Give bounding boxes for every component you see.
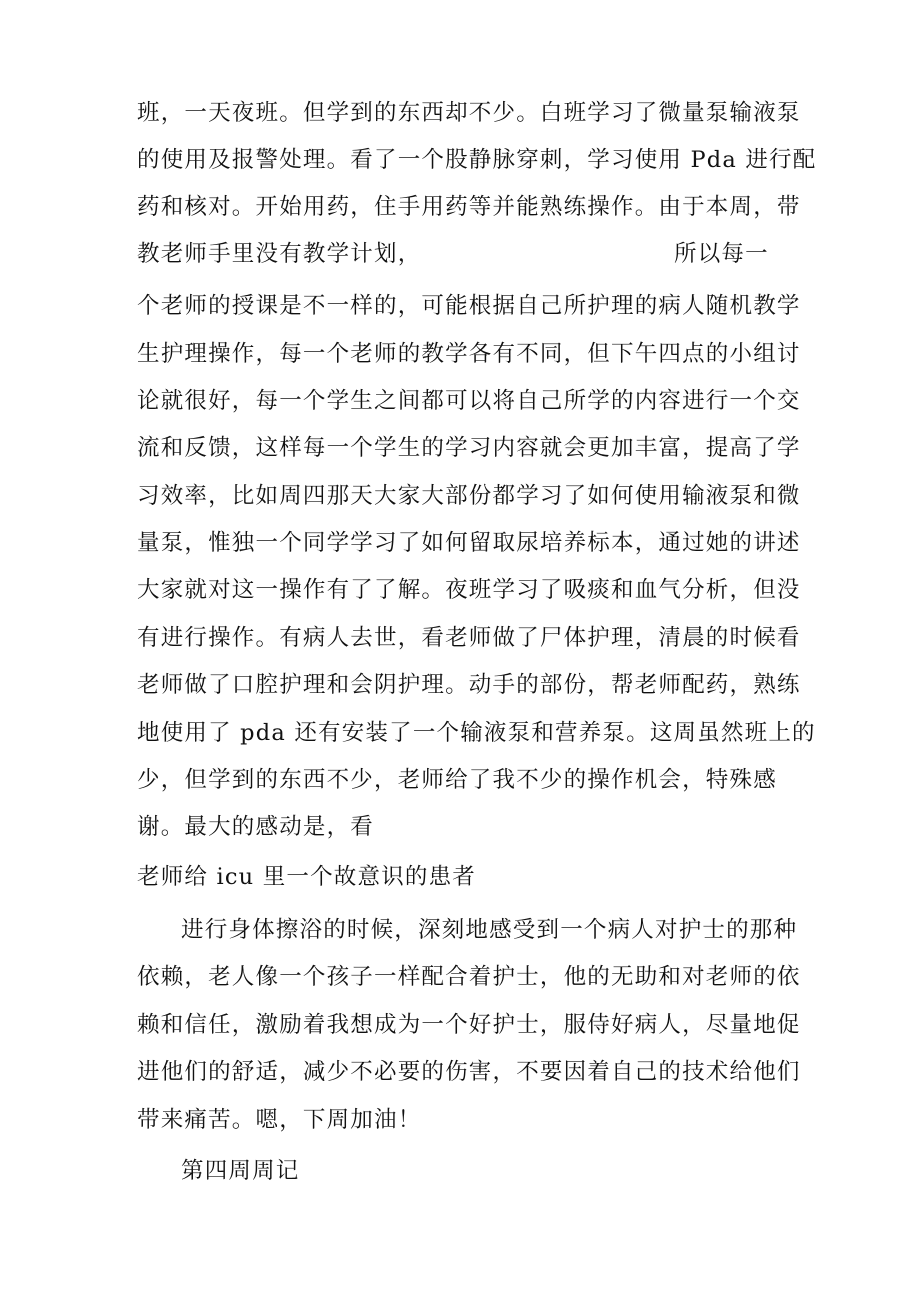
section-heading: 第四周周记 — [181, 1158, 300, 1184]
text-line: 量泵，惟独一个同学学习了如何留取尿培养标本，通过她的讲述 — [137, 530, 801, 556]
text-line: 老师给 icu 里一个故意识的患者 — [137, 864, 476, 890]
text-line: 个老师的授课是不一样的，可能根据自己所护理的病人随机教学 — [137, 293, 801, 319]
text-line: 教老师手里没有教学计划， — [137, 241, 422, 267]
text-line: 老师做了口腔护理和会阴护理。动手的部份，帮老师配药，熟练 — [137, 672, 801, 698]
text-line-continuation: 所以每一 — [674, 241, 769, 267]
text-line: 依赖，老人像一个孩子一样配合着护士，他的无助和对老师的依 — [137, 964, 801, 990]
text-line: 流和反馈，这样每一个学生的学习内容就会更加丰富，提高了学 — [137, 435, 801, 461]
text-line: 的使用及报警处理。看了一个股静脉穿刺，学习使用 Pda 进行配 — [137, 147, 817, 173]
text-line: 地使用了 pda 还有安装了一个输液泵和营养泵。这周虽然班上的 — [137, 720, 816, 746]
text-line: 大家就对这一操作有了了解。夜班学习了吸痰和血气分析，但没 — [137, 577, 801, 603]
text-line: 少，但学到的东西不少，老师给了我不少的操作机会，特殊感 — [137, 767, 777, 793]
text-line: 论就很好，每一个学生之间都可以将自己所学的内容进行一个交 — [137, 388, 801, 414]
text-line: 谢。最大的感动是，看 — [137, 814, 375, 840]
text-line: 习效率，比如周四那天大家大部份都学习了如何使用输液泵和微 — [137, 483, 801, 509]
text-line: 班，一天夜班。但学到的东西却不少。白班学习了微量泵输液泵 — [137, 100, 801, 126]
text-line: 进他们的舒适，减少不必要的伤害，不要因着自己的技术给他们 — [137, 1059, 801, 1085]
text-line: 药和核对。开始用药，住手用药等并能熟练操作。由于本周，带 — [137, 194, 801, 220]
text-line: 生护理操作，每一个老师的教学各有不同，但下午四点的小组讨 — [137, 341, 801, 367]
text-line-indented: 进行身体擦浴的时候，深刻地感受到一个病人对护士的那种 — [181, 917, 798, 943]
text-line: 赖和信任，激励着我想成为一个好护士，服侍好病人，尽量地促 — [137, 1012, 801, 1038]
text-line: 有进行操作。有病人去世，看老师做了尸体护理，清晨的时候看 — [137, 625, 801, 651]
text-line: 带来痛苦。嗯，下周加油！ — [137, 1107, 422, 1133]
